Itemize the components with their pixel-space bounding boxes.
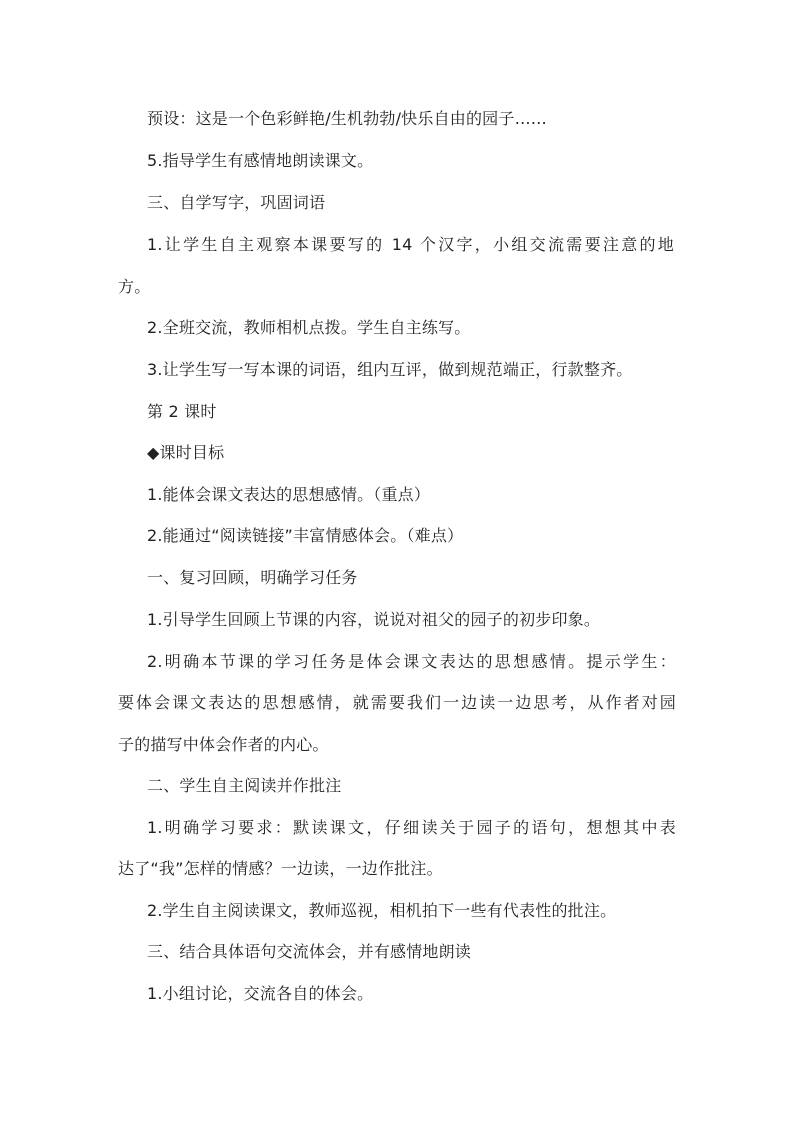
paragraph-line: 1.引导学生回顾上节课的内容，说说对祖父的园子的初步印象。 — [147, 610, 601, 629]
paragraph-line: 2.明确本节课的学习任务是体会课文表达的思想感情。提示学生： — [147, 652, 676, 671]
step-5-line: 5.指导学生有感情地朗读课文。 — [147, 151, 374, 170]
paragraph-line: 2.学生自主阅读课文，教师巡视，相机拍下一些有代表性的批注。 — [147, 901, 617, 920]
paragraph-line: 方。 — [118, 277, 151, 296]
paragraph-line: 3.让学生写一写本课的词语，组内互评，做到规范端正，行款整齐。 — [147, 360, 633, 379]
paragraph-line: 达了“我”怎样的情感？一边读，一边作批注。 — [118, 859, 443, 878]
paragraph-line: 要体会课文表达的思想感情，就需要我们一边读一边思考，从作者对园 — [118, 693, 676, 712]
paragraph-line: 2.全班交流，教师相机点拨。学生自主练写。 — [147, 318, 471, 337]
paragraph-line: 1.小组讨论，交流各自的体会。 — [147, 984, 374, 1003]
goal-item: 2.能通过“阅读链接”丰富情感体会。（难点） — [147, 526, 464, 545]
section-heading-1: 一、复习回顾，明确学习任务 — [147, 568, 358, 587]
lesson-2-heading: 第 2 课时 — [147, 402, 217, 421]
paragraph-line: 1.明确学习要求：默读课文，仔细读关于园子的语句，想想其中表 — [147, 818, 676, 837]
preset-line: 预设：这是一个色彩鲜艳/生机勃勃/快乐自由的园子…… — [147, 109, 547, 128]
lesson-goals-heading: ◆课时目标 — [147, 443, 225, 462]
section-heading-3b: 三、结合具体语句交流体会，并有感情地朗读 — [147, 942, 472, 961]
paragraph-line: 1.让学生自主观察本课要写的 14 个汉字，小组交流需要注意的地 — [147, 235, 674, 254]
section-heading-2: 二、学生自主阅读并作批注 — [147, 776, 342, 795]
paragraph-line: 子的描写中体会作者的内心。 — [118, 735, 329, 754]
goal-item: 1.能体会课文表达的思想感情。（重点） — [147, 485, 431, 504]
section-heading-3: 三、自学写字，巩固词语 — [147, 193, 326, 212]
